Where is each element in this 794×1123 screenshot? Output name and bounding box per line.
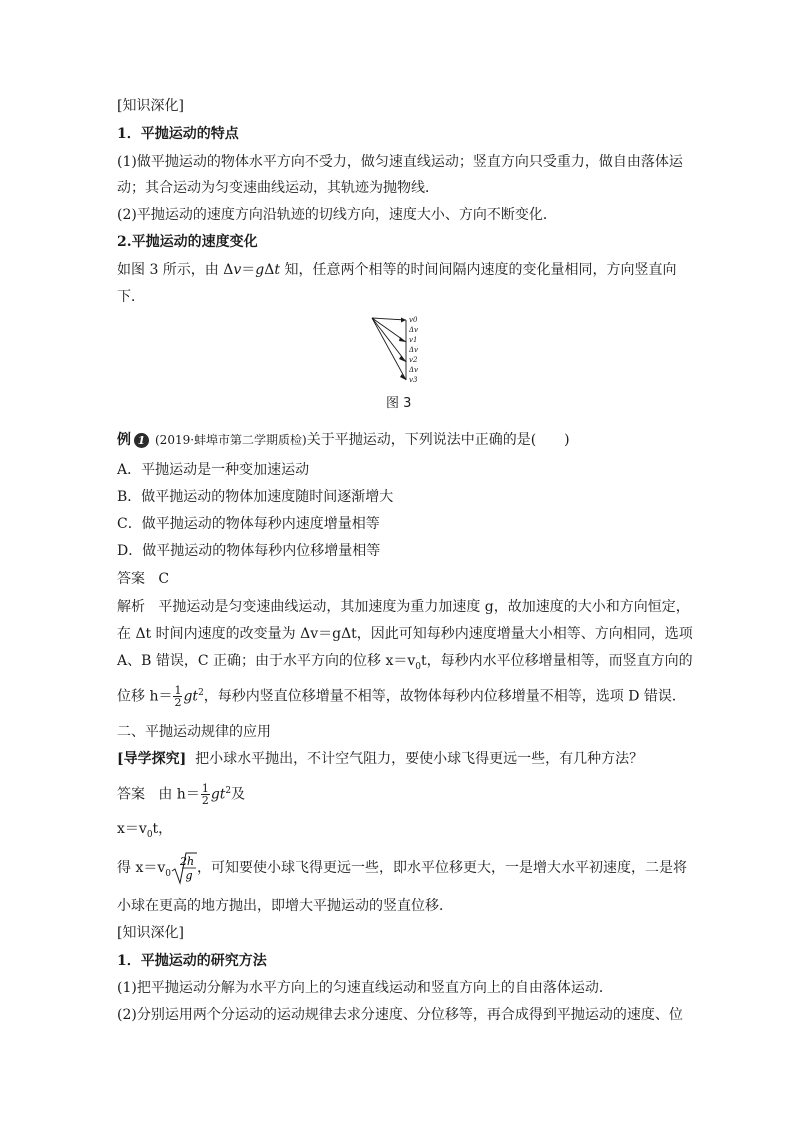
label-v1: v1 — [409, 336, 418, 344]
item2-title: 2.平抛运动的速度变化 — [117, 234, 258, 250]
v3-arrow — [372, 318, 406, 380]
sqrt-expression — [171, 850, 197, 886]
example-question — [117, 430, 570, 450]
label-v3: v3 — [409, 376, 418, 384]
label-dv3: Δv — [409, 366, 419, 374]
guide-question: [导学探究] 把小球水平抛出，不计空气阻力，要使小球飞得更远一些，有几种方法？ — [117, 751, 644, 767]
analysis-line2: 在 Δt 时间内速度的改变量为 Δv＝gΔt，因此可知每秒内速度增量大小相等、方向相同，选项 — [117, 626, 693, 642]
velocity-change-figure — [366, 312, 436, 386]
item1-title: 1．平抛运动的特点 — [117, 126, 239, 142]
option-a: A．平抛运动是一种变加速运动 — [117, 462, 310, 478]
method-title: 1．平抛运动的研究方法 — [117, 953, 267, 969]
section2-answer-line1: 答案 由 h＝ $\frac{1}{2}$ $gt^2$及 — [117, 782, 246, 808]
analysis-line3: A、B 错误，C 正确；由于水平方向的位移 $x=v_0t$，每秒内水平位移增量相等，而竖直方向的 — [117, 653, 693, 672]
label-v0: v0 — [409, 316, 418, 324]
answer-value: C — [158, 571, 170, 587]
section2-title: 二、平抛运动规律的应用 — [117, 724, 271, 740]
item2-paragraph-line1: 如图 3 所示，由 Δv＝gΔt 知，任意两个相等的时间间隔内速度的变化量相同，方向竖直向 — [117, 262, 677, 278]
label-v2: v2 — [409, 356, 418, 364]
example-number-badge: 1 — [134, 433, 149, 448]
method-paragraph2: (2)分别运用两个分运动的运动规律去求分速度、分位移等，再合成得到平抛运动的速度、位 — [117, 1007, 683, 1023]
item2-paragraph-line2: 下． — [117, 289, 145, 305]
item1-paragraph1-line1: (1)做平抛运动的物体水平方向不受力，做匀速直线运动；竖直方向只受重力，做自由落体运 — [117, 154, 683, 170]
answer-line: 答案 C — [117, 571, 170, 587]
svg-text:g: g — [185, 869, 193, 882]
example-question-text: 关于平抛运动，下列说法中正确的是( ) — [306, 432, 570, 448]
option-c: C．做平抛运动的物体每秒内速度增量相等 — [117, 516, 380, 532]
knowledge-heading-2: [知识深化] — [117, 925, 184, 941]
section2-answer-line2: $x=v_0t$， — [117, 821, 173, 840]
label-dv1: Δv — [409, 326, 419, 334]
option-d: D．做平抛运动的物体每秒内位移增量相等 — [117, 543, 381, 559]
example-source: (2019·蚌埠市第二学期质检) — [155, 433, 307, 447]
option-b: B．做平抛运动的物体加速度随时间逐渐增大 — [117, 489, 394, 505]
analysis-line1: 解析 平抛运动是匀变速曲线运动，其加速度为重力加速度 g，故加速度的大小和方向恒定， — [117, 599, 690, 615]
item1-paragraph2: (2)平抛运动的速度方向沿轨迹的切线方向，速度大小、方向不断变化． — [117, 207, 557, 223]
label-dv2: Δv — [409, 346, 419, 354]
method-paragraph1: (1)把平抛运动分解为水平方向上的匀速直线运动和竖直方向上的自由落体运动． — [117, 980, 613, 996]
section2-answer-line4: 小球在更高的地方抛出，即增大平抛运动的竖直位移． — [117, 898, 453, 914]
figure-caption: 图 3 — [386, 396, 412, 411]
knowledge-heading: [知识深化] — [117, 98, 184, 114]
item1-paragraph1-line2: 动；其合运动为匀变速曲线运动，其轨迹为抛物线． — [117, 180, 439, 196]
section2-answer-line3: 得 $x=v_0$ 2h g ，可知要使小球飞得更远一些，即水平位移更大，一是增大水平初速度，二是将 — [117, 850, 687, 892]
svg-text:2h: 2h — [179, 855, 195, 868]
example-prefix: 例 — [117, 432, 131, 448]
analysis-line4: 位移 h＝ $\frac{1}{2}$ $gt^2$，每秒内竖直位移增量不相等，故物体每秒内位移增量不相等，选项 D 错误． — [117, 684, 686, 710]
v0-arrow — [372, 318, 406, 320]
half-fraction: $\frac{1}{2}$ — [174, 684, 182, 710]
